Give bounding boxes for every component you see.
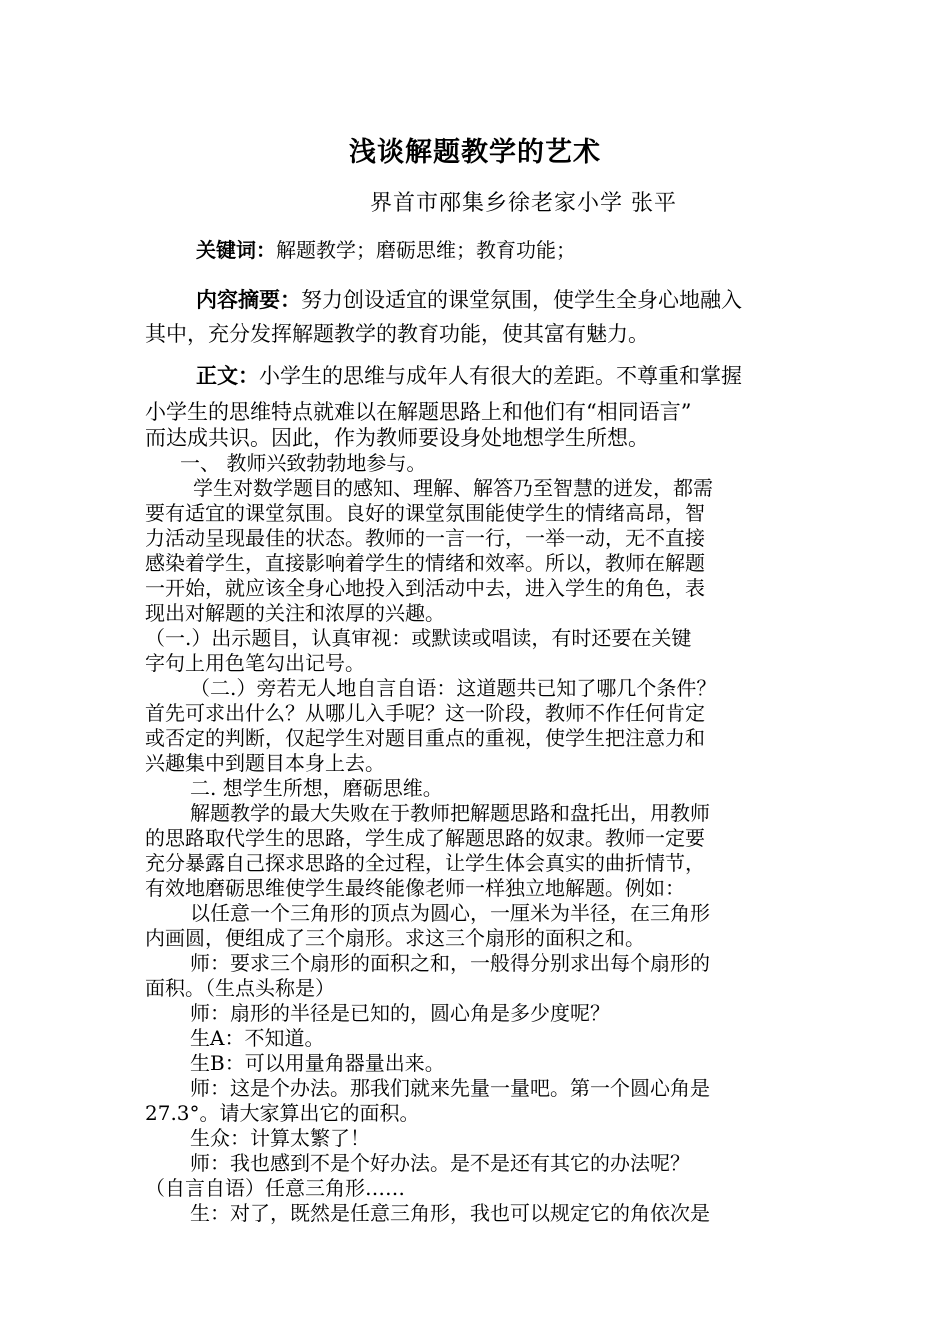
body-line: 感染着学生，直接影响着学生的情绪和效率。所以，教师在解题 [145,551,705,575]
body-line: 27.3°。请大家算出它的面积。 [145,1101,420,1125]
body-line: 兴趣集中到题目本身上去。 [145,751,385,775]
body-line: 师：扇形的半径是已知的，圆心角是多少度呢？ [190,1001,610,1025]
body-line: 有效地磨砺思维使学生最终能像老师一样独立地解题。例如： [145,876,685,900]
body-line: 生B：可以用量角器量出来。 [190,1051,445,1075]
body-line: 学生对数学题目的感知、理解、解答乃至智慧的迸发，都需 [193,476,713,500]
abstract-text-1: 努力创设适宜的课堂氛围，使学生全身心地融入 [301,288,742,312]
keywords-text: 解题教学；磨砺思维；教育功能； [276,238,576,262]
body-text-0: 小学生的思维与成年人有很大的差距。不尊重和掌握 [259,364,742,388]
body-line: （一.）出示题目，认真审视：或默读或唱读，有时还要在关键 [145,626,692,650]
author-line: 界首市邴集乡徐老家小学 张平 [370,191,677,216]
body-line: 师：我也感到不是个好办法。是不是还有其它的办法呢？ [190,1151,690,1175]
body-line: 生：对了，既然是任意三角形，我也可以规定它的角依次是 [190,1201,710,1225]
abstract-line-2: 其中，充分发挥解题教学的教育功能，使其富有魅力。 [145,322,649,346]
body-line: 一开始，就应该全身心地投入到活动中去，进入学生的角色，表 [145,576,705,600]
body-label: 正文： [196,363,259,388]
body-line: （二.）旁若无人地自言自语：这道题共已知了哪几个条件？ [190,676,717,700]
body-line: （自言自语）任意三角形…… [145,1176,405,1200]
body-line: 的思路取代学生的思路，学生成了解题思路的奴隶。教师一定要 [145,826,705,850]
body-line: 要有适宜的课堂氛围。良好的课堂氛围能使学生的情绪高昂，智 [145,501,705,525]
body-line: 师：这是个办法。那我们就来先量一量吧。第一个圆心角是 [190,1076,710,1100]
body-line: 字句上用色笔勾出记号。 [145,651,365,675]
abstract-line-1 [196,288,742,312]
document-title: 浅谈解题教学的艺术 [349,137,601,168]
body-line: 师：要求三个扇形的面积之和，一般得分别求出每个扇形的 [190,951,710,975]
body-line: 或否定的判断，仅起学生对题目重点的重视，使学生把注意力和 [145,726,705,750]
body-line: 小学生的思维特点就难以在解题思路上和他们有“相同语言” [145,400,692,424]
body-line: 解题教学的最大失败在于教师把解题思路和盘托出，用教师 [190,801,710,825]
section-heading-2: 二. 想学生所想，磨砺思维。 [190,776,443,800]
body-line: 而达成共识。因此，作为教师要设身处地想学生所想。 [145,426,649,450]
body-line: 以任意一个三角形的顶点为圆心，一厘米为半径，在三角形 [190,901,710,925]
body-line: 首先可求出什么？从哪儿入手呢？这一阶段，教师不作任何肯定 [145,701,705,725]
keywords-line [196,238,576,262]
body-line: 力活动呈现最佳的状态。教师的一言一行，一举一动，无不直接 [145,526,705,550]
section-heading-1: 一、 教师兴致勃勃地参与。 [180,451,427,475]
body-line: 生A：不知道。 [190,1026,325,1050]
body-line: 面积。（生点头称是） [145,976,335,1000]
body-line: 现出对解题的关注和浓厚的兴趣。 [145,601,445,625]
keywords-label: 关键词： [196,238,276,262]
body-line-0 [196,364,742,388]
body-line: 内画圆，便组成了三个扇形。求这三个扇形的面积之和。 [145,926,645,950]
abstract-label: 内容摘要： [196,287,301,312]
body-line: 生众：计算太繁了！ [190,1126,370,1150]
body-line: 充分暴露自己探求思路的全过程，让学生体会真实的曲折情节， [145,851,705,875]
